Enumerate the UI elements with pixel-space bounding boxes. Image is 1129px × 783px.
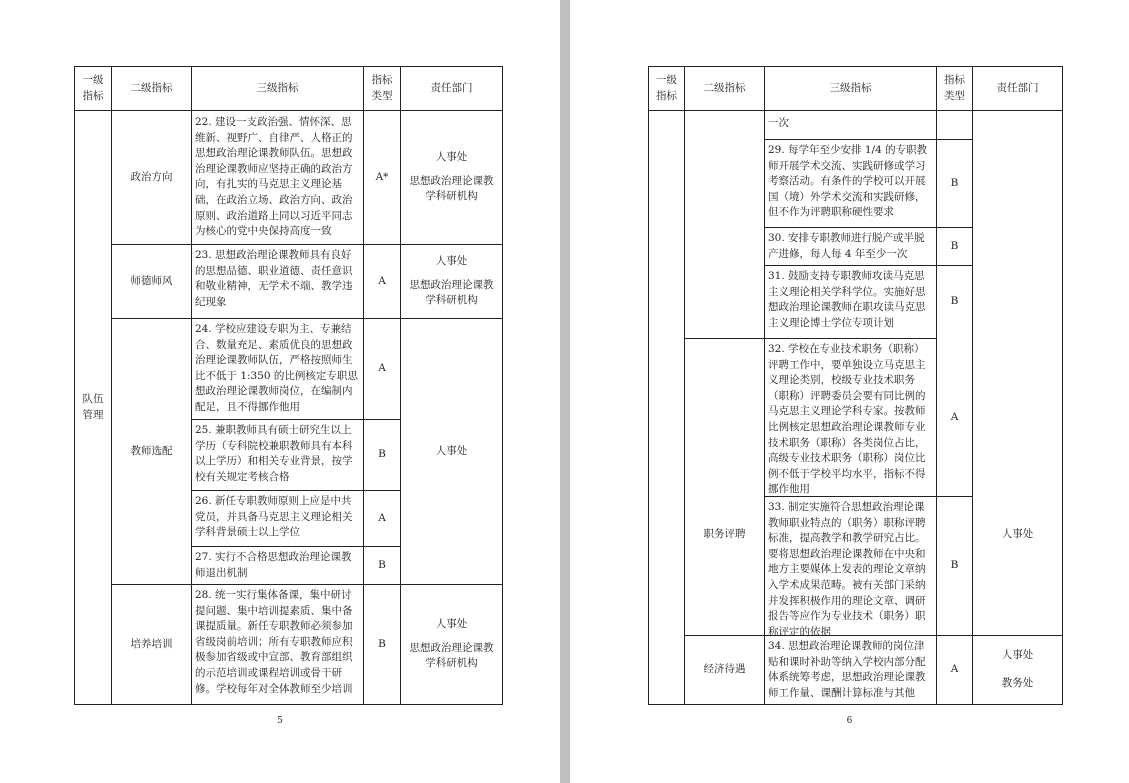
dept-political — [401, 111, 502, 244]
header-level1 — [649, 67, 684, 110]
page-6 — [570, 0, 1129, 783]
header-type-text: 指标类型 — [371, 73, 393, 102]
dept-title-evaluation: 人事处 — [1001, 528, 1034, 541]
indicator-table-page-5 — [74, 66, 503, 705]
type-32: A — [950, 410, 959, 423]
indicator-24: 24. 学校应建设专职为主、专兼结合、数量充足、素质优良的思想政治理论课教师队伍，严格按照师生比不低于 1:350 的比例核定专职思想政治理论课教师岗位，在编制内配足，且不得挪作他用 — [195, 323, 358, 413]
type-23: A — [378, 274, 386, 287]
level1-cell — [75, 111, 111, 704]
type-29: B — [950, 176, 959, 189]
group-training: 培养培训 — [130, 637, 173, 650]
indicator-26: 26. 新任专职教师原则上应是中共党员，并具备马克思主义理论相关学科背景硕士以上学位 — [195, 495, 353, 539]
type-25: B — [378, 448, 386, 461]
header-type — [937, 67, 972, 110]
group-title-evaluation: 职务评聘 — [703, 528, 746, 541]
indicator-33: 33. 制定实施符合思想政治理论课教师职业特点的（职务）职称评聘标准，提高教学和教学研究占比。要将思想政治理论课教师在中央和地方主要媒体上发表的理论文章纳入学术成果范畴。被有关部门采纳并发挥积极作用的理论文章、调研报告等应作为专业技术（职务）职称评定的依据 — [768, 501, 926, 638]
header-level1-text: 一级指标 — [82, 73, 104, 102]
header-level3: 三级指标 — [829, 81, 872, 94]
group-political: 政治方向 — [130, 170, 173, 183]
header-type — [364, 67, 400, 110]
dept-ethics-line2: 思想政治理论课教学科研机构 — [409, 278, 494, 307]
dept-ethics — [401, 245, 502, 318]
indicator-27: 27. 实行不合格思想政治理论课教师退出机制 — [195, 551, 352, 579]
header-level1-text: 一级指标 — [656, 73, 677, 102]
indicator-22: 22. 建设一支政治强、情怀深、思维新、视野广、自律严、人格正的思想政治理论课教师队伍。思想政治理论课教师应坚持正确的政治方向，有扎实的马克思主义理论基础，在政治立场、政治方向、政治原则、政治道路上同以习近平同志为核心的党中央保持高度一致 — [195, 116, 353, 238]
indicator-30: 30. 安排专职教师进行脱产或半脱产进修，每人每 4 年至少一次 — [768, 232, 925, 260]
dept-compensation-line1: 人事处 — [1001, 649, 1034, 662]
header-dept: 责任部门 — [996, 81, 1039, 94]
dept-ethics-line1: 人事处 — [435, 255, 468, 268]
page-number: 5 — [277, 716, 283, 726]
type-22: A* — [375, 170, 389, 183]
indicator-table-page-6 — [648, 66, 1063, 705]
dept-compensation — [973, 636, 1062, 704]
type-34: A — [950, 663, 959, 676]
group-selection: 教师选配 — [130, 444, 173, 457]
group-ethics: 师德师风 — [130, 274, 173, 287]
level1-text: 队伍管理 — [82, 392, 104, 421]
type-27: B — [378, 558, 386, 571]
header-type-text: 指标类型 — [944, 73, 965, 102]
indicator-29: 29. 每学年至少安排 1/4 的专职教师开展学术交流、实践研修或学习考察活动。有条件的学校可以开展国（境）外学术交流和实践研修，但不作为评聘职称硬性要求 — [768, 144, 928, 219]
dept-training — [401, 585, 502, 704]
header-dept: 责任部门 — [430, 81, 473, 94]
indicator-28-cont: 一次 — [768, 117, 789, 129]
type-24: A — [378, 362, 386, 375]
group-compensation: 经济待遇 — [703, 663, 746, 676]
indicator-32: 32. 学校在专业技术职务（职称）评聘工作中，要单独设立马克思主义理论类别，校级专业技术职务（职称）评聘委员会要有同比例的马克思主义理论学科专家。按教师比例核定思想政治理论课教师专业技术职务（职称）各类岗位占比，高级专业技术职务（职称）岗位比例不低于学校平均水平，指标不得挪作他用 — [768, 343, 926, 496]
indicator-28: 28. 统一实行集体备课，集中研讨提问题、集中培训提素质、集中备课提质量。新任专职教师必须参加省级岗前培训；所有专职教师应积极参加省级或中宣部、教育部组织的示范培训或课程培训或骨干研修。学校每年对全体教师至少培训 — [195, 589, 353, 695]
header-level2: 二级指标 — [703, 81, 746, 94]
indicator-25: 25. 兼职教师具有硕士研究生以上学历（专科院校兼职教师具有本科以上学历）和相关专业背景，按学校有关规定考核合格 — [195, 424, 353, 483]
dept-training-line1: 人事处 — [435, 618, 468, 631]
type-26: A — [378, 511, 386, 524]
header-level1 — [75, 67, 111, 110]
indicator-34: 34. 思想政治理论课教师的岗位津贴和课时补助等纳入学校内部分配体系统筹考虑，思想政治理论课教师工作量、课酬计算标准与其他 — [768, 640, 926, 699]
page-5 — [0, 0, 560, 783]
indicator-31: 31. 鼓励支持专职教师攻读马克思主义理论相关学科学位。实施好思想政治理论课教师在职攻读马克思主义理论博士学位专项计划 — [768, 270, 926, 329]
header-level3: 三级指标 — [256, 81, 299, 94]
page-number: 6 — [846, 716, 853, 726]
type-30: B — [950, 239, 959, 252]
dept-training-line2: 思想政治理论课教学科研机构 — [409, 641, 494, 670]
type-33: B — [950, 559, 959, 572]
dept-political-line2: 思想政治理论课教学科研机构 — [409, 174, 494, 203]
dept-selection: 人事处 — [435, 444, 468, 457]
dept-political-line1: 人事处 — [435, 151, 468, 164]
dept-compensation-line2: 教务处 — [1001, 677, 1034, 689]
type-31: B — [950, 295, 959, 308]
indicator-23: 23. 思想政治理论课教师具有良好的思想品德、职业道德、责任意识和敬业精神，无学术不端、教学违纪现象 — [195, 249, 353, 308]
type-28: B — [378, 637, 386, 650]
header-level2: 二级指标 — [130, 81, 173, 94]
